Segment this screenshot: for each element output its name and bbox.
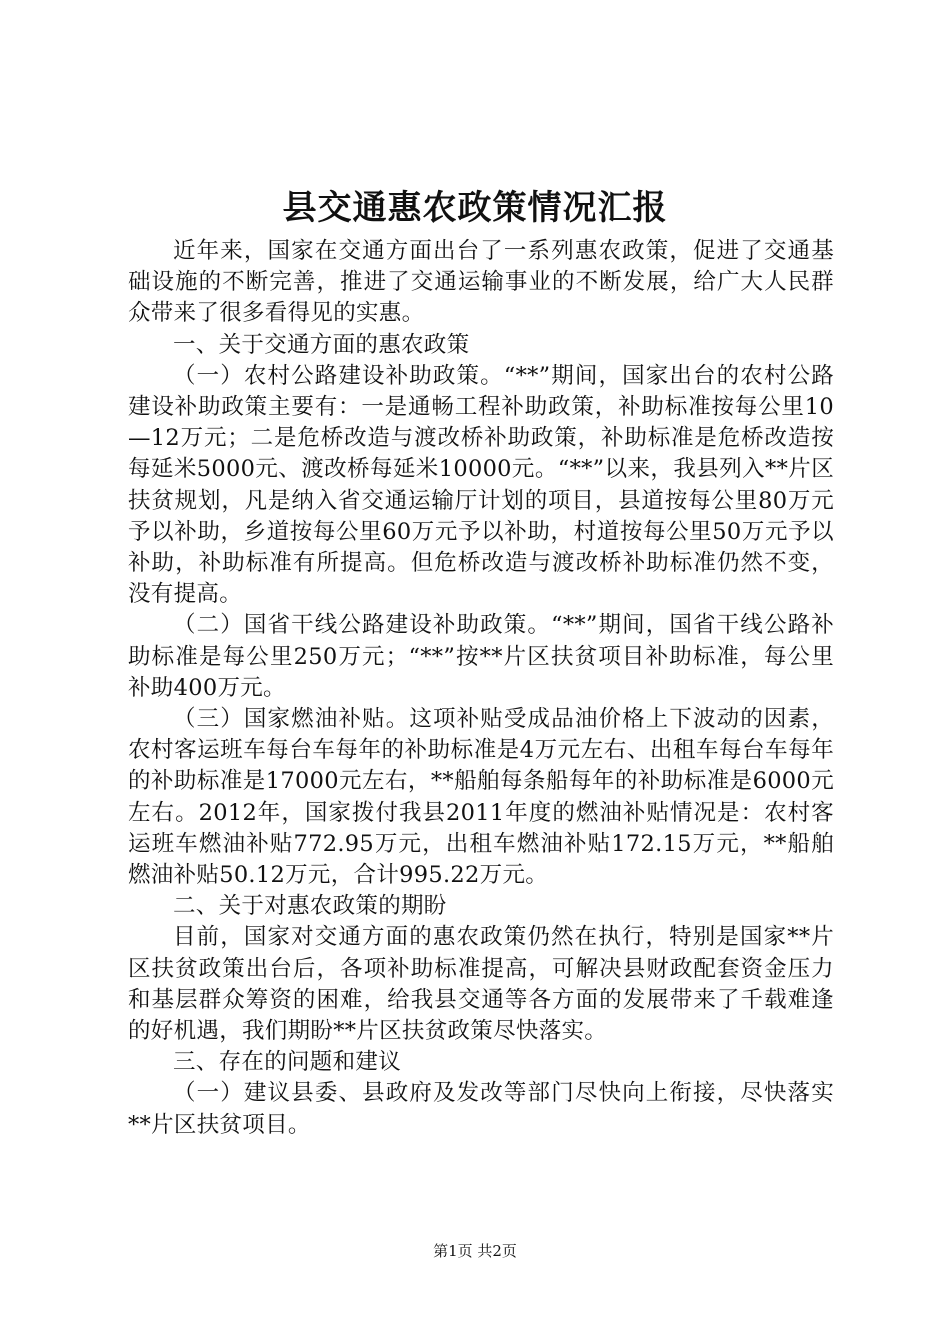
paragraph-expectations: 目前，国家对交通方面的惠农政策仍然在执行，特别是国家**片区扶贫政策出台后，各项补助标准提高，可解决县财政配套资金压力和基层群众筹资的困难，给我县交通等各方面的发展带来了千载难逢的好机遇，我们期盼**片区扶贫政策尽快落实。 [128,924,834,1045]
document-title: 县交通惠农政策情况汇报 [282,188,668,228]
section-heading-2: 二、关于对惠农政策的期盼 [173,893,447,920]
page-number-footer: 第1页 共2页 [433,1242,517,1260]
paragraph-rural-road-subsidy: （一）农村公路建设补助政策。“**”期间，国家出台的农村公路建设补助政策主要有：一是通畅工程补助政策，补助标准按每公里10—12万元；二是危桥改造与渡改桥补助政策，补助标准是危桥改造按每延米5000元、渡改桥每延米10000元。“**”以来，我县列入**片区扶贫规划，凡是纳入省交通运输厅计划的项目，县道按每公里80万元予以补助，乡道按每公里60万元予以补助，村道按每公里50万元予以补助，补助标准有所提高。但危桥改造与渡改桥补助标准仍然不变，没有提高。 [128,362,834,608]
document-body [128,236,834,1141]
paragraph-fuel-subsidy: （三）国家燃油补贴。这项补贴受成品油价格上下波动的因素，农村客运班车每台车每年的补助标准是4万元左右、出租车每台车每年的补助标准是17000元左右，**船舶每条船每年的补助标准是6000元左右。2012年，国家拨付我县2011年度的燃油补贴情况是：农村客运班车燃油补贴772.95万元，出租车燃油补贴172.15万元，**船舶燃油补贴50.12万元，合计995.22万元。 [128,706,834,889]
section-heading-3: 三、存在的问题和建议 [173,1049,402,1076]
paragraph-intro: 近年来，国家在交通方面出台了一系列惠农政策，促进了交通基础设施的不断完善，推进了交通运输事业的不断发展，给广大人民群众带来了很多看得见的实惠。 [128,238,834,327]
paragraph-trunk-road-subsidy: （二）国省干线公路建设补助政策。“**”期间，国省干线公路补助标准是每公里250万元；“**”按**片区扶贫项目补助标准，每公里补助400万元。 [128,612,834,701]
paragraph-suggestion-1: （一）建议县委、县政府及发改等部门尽快向上衔接，尽快落实**片区扶贫项目。 [128,1080,834,1138]
section-heading-1: 一、关于交通方面的惠农政策 [173,331,470,358]
